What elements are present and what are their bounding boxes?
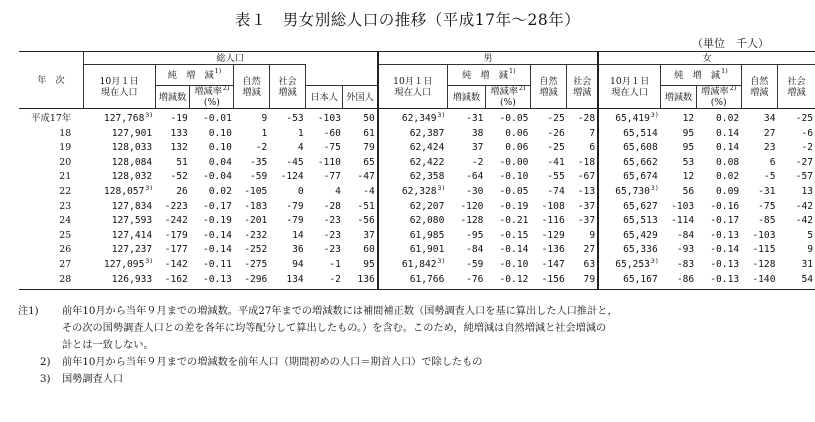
cell-t-soc: -79 xyxy=(286,215,304,227)
cell-f-nat: -115 xyxy=(752,244,776,256)
population-table xyxy=(19,51,815,290)
cell-t-rate: -0.01 xyxy=(190,109,234,127)
footnote-line xyxy=(40,354,780,371)
cell-m-pop: 62,349$^{3)}$ xyxy=(378,109,448,127)
cell-t-pop: 128,033 xyxy=(111,142,153,154)
cell-t-nat: -201 xyxy=(244,215,268,227)
cell-m-rate: 0.06 xyxy=(505,142,529,154)
cell-f-rate: 0.02 xyxy=(716,171,740,183)
table-row xyxy=(19,229,815,244)
cell-t-cnt: -52 xyxy=(170,171,188,183)
footnote-number xyxy=(40,337,62,354)
cell-t-jp: -23 xyxy=(323,215,341,227)
cell-t-cnt: -242 xyxy=(164,215,188,227)
cell-m-cnt: -128 xyxy=(460,215,484,227)
footnote-marker: 3) xyxy=(650,110,659,119)
cell-t-nat: -59 xyxy=(250,171,268,183)
cell-f-pop: 65,608 xyxy=(598,141,661,156)
footnote-text: 前年10月から当年９月までの増減数を前年人口（期間初めの人口＝期首人口）で除したもの xyxy=(62,357,483,368)
cell-m-rate: -0.19 xyxy=(499,200,529,212)
cell-t-cnt: -162 xyxy=(155,273,190,290)
cell-f-cnt: 12 xyxy=(682,171,695,183)
cell-t-pop: 127,237 xyxy=(111,244,153,256)
cell-f-pop: 65,730$^{3)}$ xyxy=(598,185,661,200)
header-female-change-rate: 増減率$^{2)}$ (%) xyxy=(696,86,741,109)
cell-t-nat: -252 xyxy=(244,244,268,256)
footnote-marker: 3) xyxy=(437,110,446,119)
footnote-text: 前年10月から当年９月までの増減数。平成27年までの増減数には補間補正数（国勢調査人口を基に算出した人口推計と， xyxy=(62,306,618,317)
cell-f-cnt: 95 xyxy=(682,142,695,154)
cell-m-pop: 61,901 xyxy=(378,243,448,258)
footnote-text: その次の国勢調査人口との差を各年に均等配分して算出したもの。）を含む。このため，純増減は自然増減と社会増減の xyxy=(62,323,607,334)
cell-m-nat: -156 xyxy=(530,273,566,290)
header-female-net-change: 純 増 減$^{1)}$ xyxy=(661,65,741,86)
cell-m-cnt: -95 xyxy=(466,229,484,241)
cell-f-cnt: -84 xyxy=(676,229,695,241)
cell-m-pop: 62,424 xyxy=(378,141,448,156)
cell-f-cnt: -114 xyxy=(671,215,695,227)
cell-f-cnt: -83 xyxy=(676,258,695,270)
header-male-oct-pop: 10月１日 現在人口 xyxy=(378,65,448,109)
cell-m-pop: 61,842$^{3)}$ xyxy=(378,258,448,273)
cell-m-rate: -0.05 xyxy=(499,185,529,197)
cell-f-rate: -0.13 xyxy=(710,258,740,270)
cell-m-pop: 62,358 xyxy=(378,170,448,185)
cell-f-rate: -0.13 xyxy=(710,229,740,241)
cell-t-pop: 128,032 xyxy=(111,171,153,183)
cell-f-nat: -85 xyxy=(758,215,776,227)
cell-f-cnt: 95 xyxy=(682,127,695,139)
cell-m-nat: -74 xyxy=(547,185,565,197)
cell-f-nat: 23 xyxy=(763,142,776,154)
footnote-marker: 3) xyxy=(437,183,446,192)
header-male-net-change: 純 増 減$^{1)}$ xyxy=(447,65,530,86)
cell-t-pop: 127,901 xyxy=(111,127,153,139)
cell-t-soc: 0 xyxy=(297,185,304,197)
cell-t-jp: -23 xyxy=(323,244,341,256)
cell-m-pop: 62,328$^{3)}$ xyxy=(378,185,448,200)
table-row xyxy=(19,214,815,229)
header-male-change-count: 増減数 xyxy=(447,86,485,109)
cell-t-nat: -183 xyxy=(244,200,268,212)
cell-m-soc: -18 xyxy=(577,156,596,168)
cell-t-rate: 0.10 xyxy=(208,127,232,139)
cell-t-nat: -2 xyxy=(255,142,268,154)
cell-year: 18 xyxy=(59,127,72,139)
cell-t-rate: -0.17 xyxy=(202,200,232,212)
cell-t-jp: -77 xyxy=(323,171,341,183)
cell-m-soc: -37 xyxy=(577,215,596,227)
cell-m-pop: 61,766 xyxy=(378,273,448,290)
cell-t-pop: 128,057$^{3)}$ xyxy=(103,183,154,197)
cell-f-cnt: 12 xyxy=(661,109,696,127)
cell-t-soc: 94 xyxy=(292,258,304,270)
table-row xyxy=(19,170,815,185)
cell-t-jp: -60 xyxy=(323,127,341,139)
table-row xyxy=(19,141,815,156)
cell-t-jp: -75 xyxy=(323,142,341,154)
footnote-line xyxy=(40,320,780,337)
cell-m-soc: 6 xyxy=(589,142,596,154)
footnote-number: 3) xyxy=(40,374,51,385)
footnote-marker: 3) xyxy=(145,110,154,119)
cell-f-cnt: -93 xyxy=(676,244,695,256)
cell-m-soc: 79 xyxy=(567,273,598,290)
cell-t-cnt: -177 xyxy=(164,244,188,256)
cell-year: 20 xyxy=(59,156,72,168)
cell-t-pop: 127,414 xyxy=(111,229,153,241)
cell-f-nat: 27 xyxy=(763,127,776,139)
footnote-marker: 3) xyxy=(145,183,154,192)
footnote-marker: 3) xyxy=(145,256,154,265)
cell-t-nat: -275 xyxy=(244,258,268,270)
cell-t-rate: -0.13 xyxy=(190,273,234,290)
cell-t-rate: -0.14 xyxy=(202,229,232,241)
header-total-net-change: 純 増 減$^{1)}$ xyxy=(155,65,234,86)
cell-t-jp: -2 xyxy=(306,273,343,290)
cell-m-nat: -147 xyxy=(541,258,565,270)
cell-f-nat: -75 xyxy=(758,200,776,212)
cell-m-pop: 62,387 xyxy=(378,127,448,142)
cell-m-rate: 0.06 xyxy=(505,127,529,139)
cell-f-nat: -5 xyxy=(763,171,776,183)
cell-t-fg: -56 xyxy=(357,215,375,227)
cell-m-nat: -41 xyxy=(547,156,565,168)
cell-m-soc: -28 xyxy=(567,109,598,127)
cell-f-soc: 9 xyxy=(807,244,813,256)
cell-f-rate: 0.14 xyxy=(716,127,740,139)
cell-t-rate: 0.04 xyxy=(208,156,232,168)
header-total-social: 社会 増減 xyxy=(269,65,305,109)
cell-m-soc: 27 xyxy=(583,244,596,256)
cell-f-soc: -42 xyxy=(795,200,813,212)
footnote-line xyxy=(40,337,780,354)
cell-m-cnt: 37 xyxy=(471,142,484,154)
cell-t-rate: -0.14 xyxy=(202,244,232,256)
cell-m-pop: 62,422 xyxy=(378,156,448,171)
table-row xyxy=(19,156,815,171)
cell-t-pop: 127,095$^{3)}$ xyxy=(103,256,154,270)
cell-year: 19 xyxy=(59,142,72,154)
cell-t-rate: -0.11 xyxy=(202,258,232,270)
cell-t-fg: 136 xyxy=(343,273,378,290)
header-total-natural: 自然 増減 xyxy=(234,65,269,109)
cell-f-cnt: -86 xyxy=(661,273,696,290)
cell-m-nat: -26 xyxy=(547,127,565,139)
cell-m-cnt: -59 xyxy=(466,258,484,270)
cell-f-soc: -6 xyxy=(801,127,813,139)
cell-t-nat: -105 xyxy=(244,185,268,197)
cell-t-fg: -4 xyxy=(363,185,375,197)
cell-t-fg: 60 xyxy=(363,244,375,256)
cell-m-nat: -136 xyxy=(541,244,565,256)
header-total-change-rate: 増減率$^{2)}$ (%) xyxy=(190,86,234,109)
cell-t-jp: -103 xyxy=(306,109,343,127)
cell-m-soc: -67 xyxy=(577,171,596,183)
cell-t-nat: -296 xyxy=(234,273,269,290)
table-body xyxy=(19,109,815,290)
cell-t-pop: 127,593 xyxy=(111,215,153,227)
cell-f-soc: 54 xyxy=(777,273,815,290)
cell-m-rate: -0.05 xyxy=(485,109,530,127)
cell-m-nat: -129 xyxy=(541,229,565,241)
header-female-natural: 自然 増減 xyxy=(741,65,777,109)
cell-m-nat: -108 xyxy=(541,200,565,212)
cell-m-pop: 61,985 xyxy=(378,229,448,244)
cell-m-cnt: -120 xyxy=(460,200,484,212)
cell-m-nat: -25 xyxy=(530,109,566,127)
footnote-number xyxy=(40,320,62,337)
cell-m-cnt: 38 xyxy=(471,127,484,139)
cell-m-nat: -116 xyxy=(541,215,565,227)
cell-t-nat: 9 xyxy=(234,109,269,127)
cell-m-rate: -0.15 xyxy=(499,229,529,241)
header-male: 男 xyxy=(378,52,598,65)
cell-t-fg: -51 xyxy=(357,200,375,212)
cell-year: 平成17年 xyxy=(19,109,83,127)
header-male-social: 社会 増減 xyxy=(567,65,598,109)
header-total: 総人口 xyxy=(83,52,378,65)
footnote-marker: 3) xyxy=(650,256,659,265)
cell-t-fg: 95 xyxy=(363,258,375,270)
cell-f-nat: -140 xyxy=(741,273,777,290)
table-row xyxy=(19,273,815,290)
cell-f-soc: -2 xyxy=(801,142,813,154)
cell-f-rate: -0.17 xyxy=(710,215,740,227)
cell-t-rate: -0.04 xyxy=(202,171,232,183)
table-title: 表１ 男女別総人口の推移（平成17年～28年） xyxy=(234,11,581,29)
header-male-natural: 自然 増減 xyxy=(530,65,566,109)
footnote-number: 2) xyxy=(40,357,51,368)
cell-f-pop: 65,674 xyxy=(598,170,661,185)
cell-f-cnt: 56 xyxy=(682,185,695,197)
cell-t-rate: 0.02 xyxy=(208,185,232,197)
cell-m-cnt: -2 xyxy=(471,156,484,168)
cell-t-fg: 65 xyxy=(363,156,375,168)
cell-f-pop: 65,336 xyxy=(598,243,661,258)
cell-f-pop: 65,513 xyxy=(598,214,661,229)
cell-t-fg: 61 xyxy=(363,127,375,139)
cell-t-nat: 1 xyxy=(261,127,268,139)
cell-f-rate: -0.16 xyxy=(710,200,740,212)
cell-year: 23 xyxy=(59,200,72,212)
cell-t-cnt: -179 xyxy=(164,229,188,241)
cell-f-cnt: 53 xyxy=(682,156,695,168)
cell-m-cnt: -31 xyxy=(447,109,485,127)
cell-m-cnt: -30 xyxy=(466,185,484,197)
cell-t-nat: -232 xyxy=(244,229,268,241)
footnote-line xyxy=(18,303,780,320)
cell-t-soc: -79 xyxy=(286,200,304,212)
cell-t-jp: -23 xyxy=(323,229,341,241)
cell-t-cnt: 133 xyxy=(170,127,188,139)
cell-m-pop: 62,080 xyxy=(378,214,448,229)
cell-t-soc: -53 xyxy=(269,109,305,127)
cell-m-rate: -0.21 xyxy=(499,215,529,227)
cell-f-pop: 65,167 xyxy=(598,273,661,290)
cell-t-pop: 127,768$^{3)}$ xyxy=(83,109,155,127)
cell-m-soc: 9 xyxy=(589,229,596,241)
cell-t-soc: 14 xyxy=(292,229,304,241)
cell-m-soc: 7 xyxy=(589,127,596,139)
cell-t-soc: 4 xyxy=(297,142,304,154)
cell-year: 27 xyxy=(59,258,72,270)
header-year: 年 次 xyxy=(19,52,83,109)
cell-f-nat: -128 xyxy=(752,258,776,270)
cell-m-rate: -0.14 xyxy=(499,244,529,256)
cell-f-cnt: -103 xyxy=(671,200,695,212)
cell-f-pop: 65,662 xyxy=(598,156,661,171)
cell-t-soc: 1 xyxy=(297,127,304,139)
footnotes xyxy=(18,303,780,388)
cell-t-jp: 4 xyxy=(335,185,341,197)
header-total-oct-pop: 10月１日 現在人口 xyxy=(83,65,155,109)
cell-m-soc: -37 xyxy=(577,200,596,212)
cell-f-rate: 0.14 xyxy=(716,142,740,154)
cell-t-cnt: 132 xyxy=(170,142,188,154)
cell-year: 24 xyxy=(59,215,72,227)
cell-t-cnt: -19 xyxy=(155,109,190,127)
cell-m-cnt: -76 xyxy=(447,273,485,290)
cell-f-soc: 5 xyxy=(807,229,813,241)
cell-f-pop: 65,627 xyxy=(598,200,661,215)
header-total-change-count: 増減数 xyxy=(155,86,190,109)
cell-f-soc: 13 xyxy=(801,185,813,197)
cell-t-fg: 37 xyxy=(363,229,375,241)
unit-label: （単位 千人） xyxy=(692,37,769,50)
cell-f-pop: 65,429 xyxy=(598,229,661,244)
cell-m-rate: -0.00 xyxy=(499,156,529,168)
header-female-change-count: 増減数 xyxy=(661,86,696,109)
cell-m-rate: -0.10 xyxy=(499,171,529,183)
cell-t-soc: 134 xyxy=(269,273,305,290)
cell-f-nat: 34 xyxy=(741,109,777,127)
header-japanese: 日本人 xyxy=(306,86,343,109)
cell-t-rate: -0.19 xyxy=(202,215,232,227)
cell-f-soc: -27 xyxy=(795,156,813,168)
cell-t-soc: 36 xyxy=(292,244,304,256)
cell-t-rate: 0.10 xyxy=(208,142,232,154)
cell-t-jp: -110 xyxy=(317,156,341,168)
cell-year: 28 xyxy=(19,273,83,290)
cell-f-nat: -103 xyxy=(752,229,776,241)
cell-f-pop: 65,514 xyxy=(598,127,661,142)
cell-f-pop: 65,419$^{3)}$ xyxy=(598,109,661,127)
footnote-text: 国勢調査人口 xyxy=(62,374,124,385)
cell-f-rate: 0.02 xyxy=(696,109,741,127)
header-female: 女 xyxy=(598,52,815,65)
header-total-blank xyxy=(306,65,378,86)
table-row xyxy=(19,109,815,127)
cell-f-rate: -0.13 xyxy=(696,273,741,290)
cell-t-fg: -47 xyxy=(357,171,375,183)
cell-f-soc: -57 xyxy=(795,171,813,183)
cell-m-rate: -0.12 xyxy=(485,273,530,290)
footnote-line xyxy=(40,371,780,388)
cell-t-pop: 127,834 xyxy=(111,200,153,212)
table-row xyxy=(19,243,815,258)
table-row xyxy=(19,185,815,200)
cell-m-pop: 62,207 xyxy=(378,200,448,215)
cell-m-cnt: -64 xyxy=(466,171,484,183)
cell-f-nat: 6 xyxy=(769,156,776,168)
cell-t-nat: -35 xyxy=(250,156,268,168)
cell-m-rate: -0.10 xyxy=(499,258,529,270)
cell-f-soc: -42 xyxy=(795,215,813,227)
cell-m-soc: -13 xyxy=(577,185,596,197)
footnote-text: 計とは一致しない。 xyxy=(62,340,154,351)
cell-t-cnt: -142 xyxy=(164,258,188,270)
cell-t-cnt: -223 xyxy=(164,200,188,212)
table-row xyxy=(19,200,815,215)
cell-year: 25 xyxy=(59,229,72,241)
cell-m-nat: -25 xyxy=(547,142,565,154)
cell-f-rate: -0.14 xyxy=(710,244,740,256)
cell-m-soc: 63 xyxy=(583,258,596,270)
cell-f-rate: 0.08 xyxy=(716,156,740,168)
table-row xyxy=(19,258,815,273)
cell-t-soc: -45 xyxy=(286,156,304,168)
cell-m-cnt: -84 xyxy=(466,244,484,256)
cell-f-nat: -31 xyxy=(758,185,776,197)
cell-f-soc: -25 xyxy=(777,109,815,127)
cell-t-cnt: 51 xyxy=(176,156,188,168)
cell-f-pop: 65,253$^{3)}$ xyxy=(598,258,661,273)
footnote-marker: 3) xyxy=(650,183,659,192)
header-female-social: 社会 増減 xyxy=(777,65,815,109)
cell-t-jp: -28 xyxy=(323,200,341,212)
cell-t-pop: 126,933 xyxy=(83,273,155,290)
header-female-oct-pop: 10月１日 現在人口 xyxy=(598,65,661,109)
cell-t-pop: 128,084 xyxy=(111,156,153,168)
cell-year: 22 xyxy=(59,185,72,197)
cell-t-cnt: 26 xyxy=(176,185,188,197)
cell-f-rate: 0.09 xyxy=(716,185,740,197)
cell-m-nat: -55 xyxy=(547,171,565,183)
cell-t-jp: -1 xyxy=(329,258,341,270)
header-foreign: 外国人 xyxy=(343,86,378,109)
cell-f-soc: 31 xyxy=(801,258,813,270)
cell-year: 21 xyxy=(59,171,72,183)
cell-t-fg: 50 xyxy=(343,109,378,127)
header-male-change-rate: 増減率$^{2)}$ (%) xyxy=(485,86,530,109)
cell-t-soc: -124 xyxy=(280,171,304,183)
cell-year: 26 xyxy=(59,244,72,256)
footnote-marker: 3) xyxy=(437,256,446,265)
footnote-number: 注1) xyxy=(18,306,39,317)
cell-t-fg: 79 xyxy=(363,142,375,154)
table-row xyxy=(19,127,815,142)
